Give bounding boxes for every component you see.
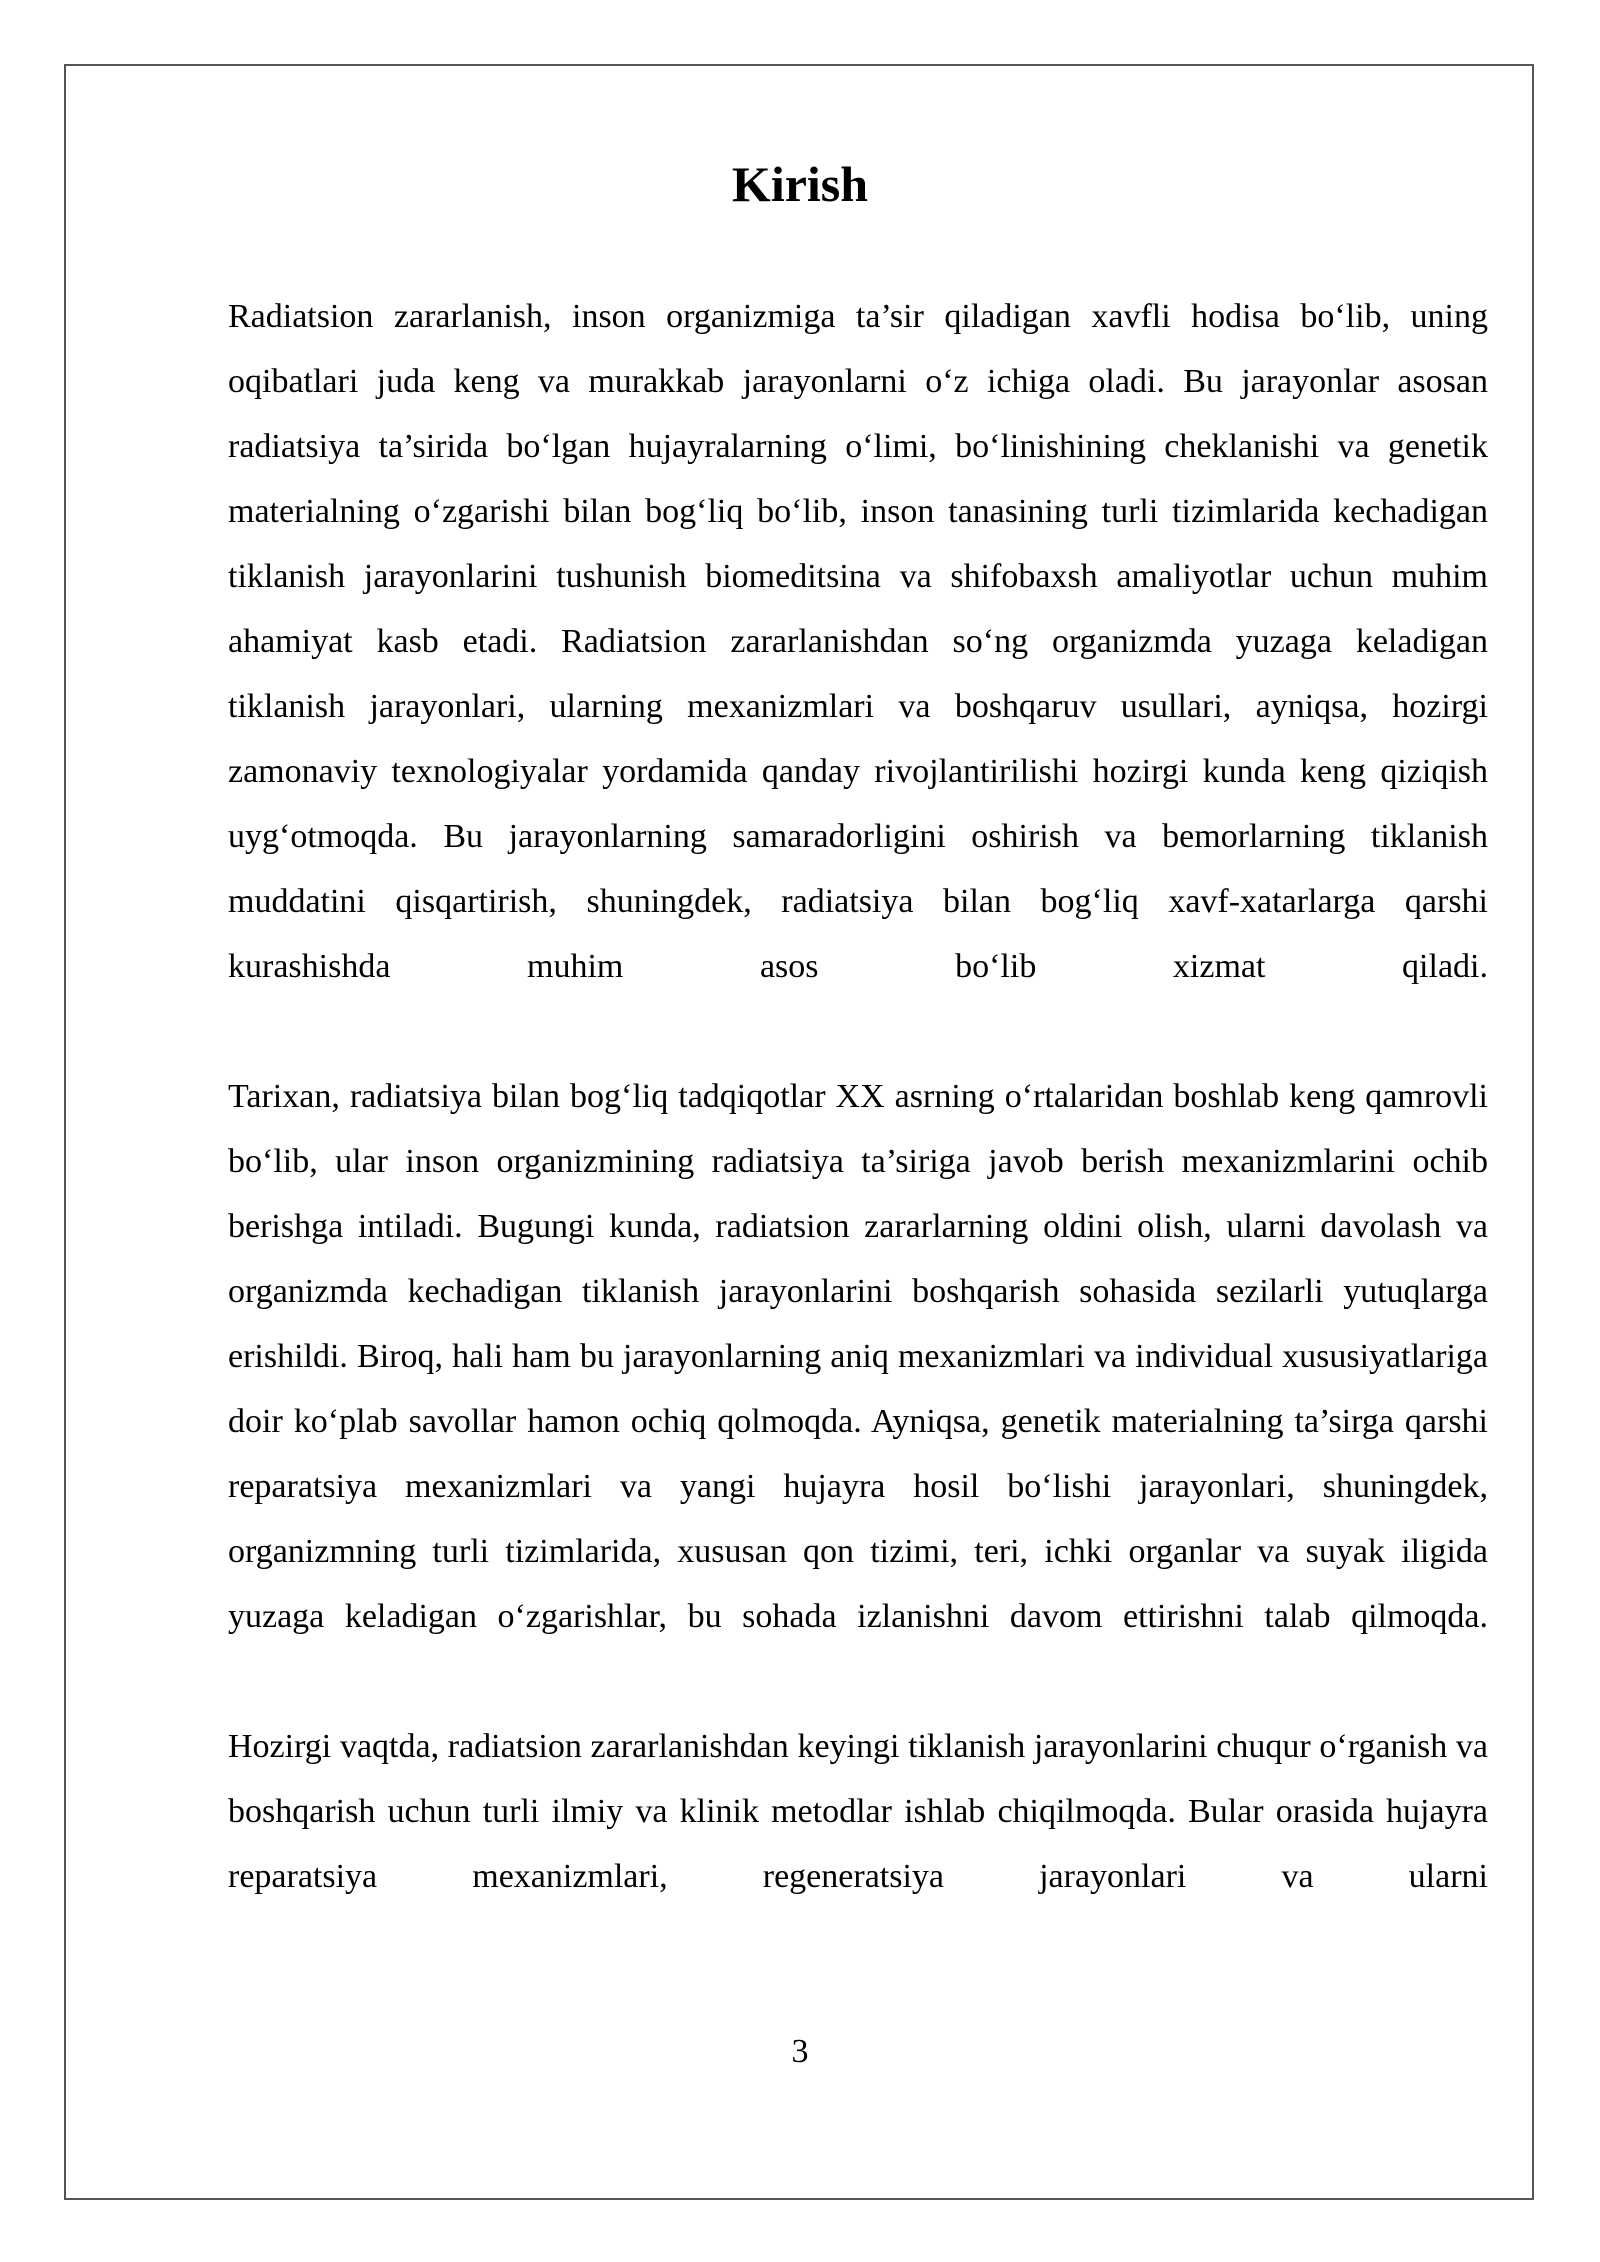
body-text xyxy=(228,284,1488,1909)
paragraph-1: Radiatsion zararlanish, inson organizmiga ta’sir qiladigan xavfli hodisa bo‘lib, uning oqibatlari juda keng va murakkab jarayonlarni o‘z ichiga oladi. Bu jarayonlar asosan radiatsiya ta’sirida bo‘lgan hujayralarning o‘limi, bo‘linishining cheklanishi va genetik materialning o‘zgarishi bilan bog‘liq bo‘lib, inson tanasining turli tizimlarida kechadigan tiklanish jarayonlarini tushunish biomeditsina va shifobaxsh amaliyotlar uchun muhim ahamiyat kasb etadi. Radiatsion zararlanishdan so‘ng organizmda yuzaga keladigan tiklanish jarayonlari, ularning mexanizmlari va boshqaruv usullari, ayniqsa, hozirgi zamonaviy texnologiyalar yordamida qanday rivojlantirilishi hozirgi kunda keng qiziqish uyg‘otmoqda. Bu jarayonlarning samaradorligini oshirish va bemorlarning tiklanish muddatini qisqartirish, shuningdek, radiatsiya bilan bog‘liq xavf-xatarlarga qarshi kurashishda muhim asos bo‘lib xizmat qiladi. xyxy=(228,298,1488,985)
paragraph-2: Tarixan, radiatsiya bilan bog‘liq tadqiqotlar XX asrning o‘rtalaridan boshlab keng qamrovli bo‘lib, ular inson organizmining radiatsiya ta’siriga javob berish mexanizmlarini ochib berishga intiladi. Bugungi kunda, radiatsion zararlarning oldini olish, ularni davolash va organizmda kechadigan tiklanish jarayonlarini boshqarish sohasida sezilarli yutuqlarga erishildi. Biroq, hali ham bu jarayonlarning aniq mexanizmlari va individual xususiyatlariga doir ko‘plab savollar hamon ochiq qolmoqda. Ayniqsa, genetik materialning ta’sirga qarshi reparatsiya mexanizmlari va yangi hujayra hosil bo‘lishi jarayonlari, shuningdek, organizmning turli tizimlarida, xususan qon tizimi, teri, ichki organlar va suyak iligida yuzaga keladigan o‘zgarishlar, bu sohada izlanishni davom ettirishni talab qilmoqda. xyxy=(228,1078,1488,1635)
paragraph-3: Hozirgi vaqtda, radiatsion zararlanishdan keyingi tiklanish jarayonlarini chuqur o‘rganish va boshqarish uchun turli ilmiy va klinik metodlar ishlab chiqilmoqda. Bular orasida hujayra reparatsiya mexanizmlari, regeneratsiya jarayonlari va ularni xyxy=(228,1728,1488,1895)
page-number: 3 xyxy=(791,2033,809,2070)
page-title: Kirish xyxy=(731,156,869,212)
